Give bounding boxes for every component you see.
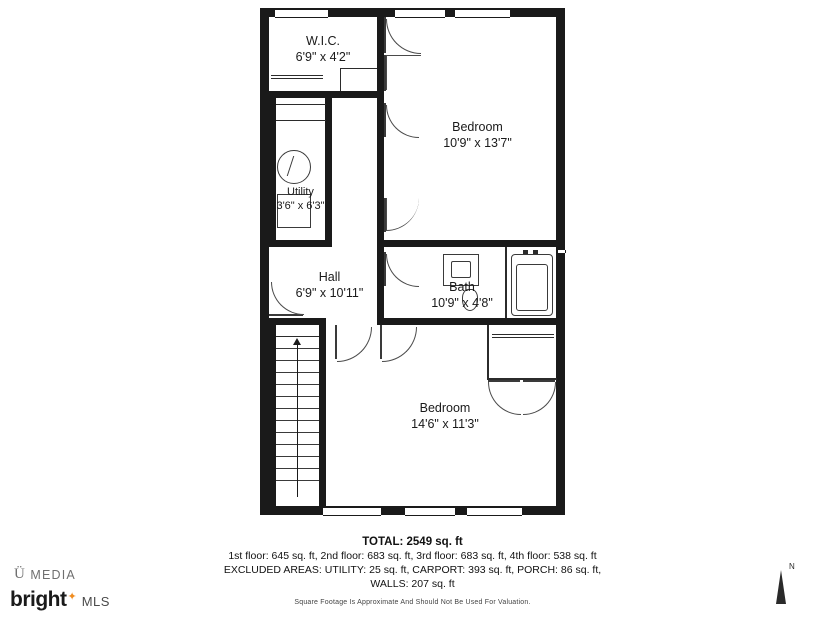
stair-up-arrow <box>293 338 301 345</box>
wall-hall-bottom-left <box>269 318 319 325</box>
excluded-areas: EXCLUDED AREAS: UTILITY: 25 sq. ft, CARPORT: 393 sq. ft, PORCH: 86 sq. ft, <box>223 564 602 577</box>
utility-shelf-top <box>276 104 326 105</box>
exterior-wall-right <box>556 8 565 515</box>
door-hall-arc <box>271 282 304 315</box>
sink-basin <box>451 261 471 278</box>
walls-sqft: WALLS: 207 sq. ft <box>370 578 455 591</box>
room-label-bedroom2 <box>375 401 515 432</box>
room-dim-hall: 6'9" x 10'11" <box>295 285 364 300</box>
door-bedroom1b-arc <box>386 198 419 231</box>
door-wic-arc-b <box>386 55 421 90</box>
compass-rose <box>762 562 802 608</box>
door-bedroom2-arc-a <box>337 327 372 362</box>
room-dim-utility: 3'6" x 6'3" <box>276 199 325 212</box>
room-dim-wic: 6'9" x 4'2" <box>295 49 351 64</box>
room-name-wic: W.I.C. <box>305 34 341 48</box>
bright-wordmark: bright <box>10 588 67 611</box>
window-top-left <box>275 9 328 18</box>
window-top-mid <box>395 9 445 18</box>
wall-wic-right <box>377 17 384 97</box>
bright-mls-logo <box>10 588 110 612</box>
wall-utility-bottom <box>269 240 332 247</box>
compass-north-label: N <box>789 562 795 571</box>
spark-icon: ✦ <box>67 591 77 603</box>
room-dim-bedroom1: 10'9" x 13'7" <box>443 135 512 150</box>
window-bottom-mid <box>405 507 455 516</box>
room-label-bath <box>407 280 517 311</box>
compass-needle-icon <box>776 570 786 604</box>
umedia-mark: Ü <box>14 566 26 582</box>
wic-shelf-2 <box>271 78 323 79</box>
closet-shelf-a <box>492 334 554 335</box>
wall-stair-left <box>269 325 276 506</box>
closet-shelf-b <box>492 337 554 338</box>
wall-bath-bottom <box>377 318 557 325</box>
wall-bedroom1-bottom <box>377 240 557 247</box>
wall-bedroom1-left <box>377 97 384 247</box>
wic-shelf-right <box>340 68 377 69</box>
room-name-utility: Utility <box>287 186 314 198</box>
utility-shelf-bottom <box>276 120 326 121</box>
wic-shelf <box>271 75 323 76</box>
door-closet-arc-b <box>523 382 556 415</box>
room-name-bath: Bath <box>449 280 475 294</box>
exterior-wall-left <box>260 8 269 515</box>
stair-direction-line <box>297 345 298 497</box>
wic-shelf-right-edge <box>340 68 341 91</box>
disclaimer-text: Square Footage Is Approximate And Should Not Be Used For Valuation. <box>294 598 531 606</box>
window-bottom-right <box>467 507 522 516</box>
room-label-bedroom1 <box>400 120 555 151</box>
door-bedroom2-arc-b <box>382 327 417 362</box>
floor-plan-footer <box>0 536 825 606</box>
room-label-utility <box>269 186 332 214</box>
window-bottom-left <box>323 507 381 516</box>
wall-bath-left <box>377 247 384 325</box>
window-right-bath <box>557 250 566 253</box>
tub-faucet <box>523 250 528 254</box>
wall-bedroom2-left <box>319 325 326 506</box>
room-dim-bath: 10'9" x 4'8" <box>431 295 493 310</box>
floor-breakdown: 1st floor: 645 sq. ft, 2nd floor: 683 sq. ft, 3rd floor: 683 sq. ft, 4th floor: 538 sq. ft <box>228 550 597 562</box>
room-name-bedroom2: Bedroom <box>419 401 471 415</box>
window-top-right <box>455 9 510 18</box>
floor-plan-drawing <box>255 8 570 518</box>
umedia-wordmark: MEDIA <box>30 567 76 582</box>
room-name-hall: Hall <box>318 270 341 284</box>
wall-utility-left <box>269 98 276 246</box>
room-name-bedroom1: Bedroom <box>452 120 503 134</box>
total-sqft: TOTAL: 2549 sq. ft <box>362 536 463 548</box>
wall-closet-left <box>487 325 489 380</box>
room-dim-bedroom2: 14'6" x 11'3" <box>411 416 479 431</box>
umedia-logo <box>14 566 76 583</box>
tub-handle <box>533 250 538 254</box>
mls-wordmark: MLS <box>81 594 110 609</box>
bathtub-inner <box>516 264 548 311</box>
wall-utility-right <box>325 98 332 246</box>
wall-wic-bottom <box>269 91 384 98</box>
room-label-wic <box>269 34 377 65</box>
door-wic-arc-a <box>386 19 421 54</box>
